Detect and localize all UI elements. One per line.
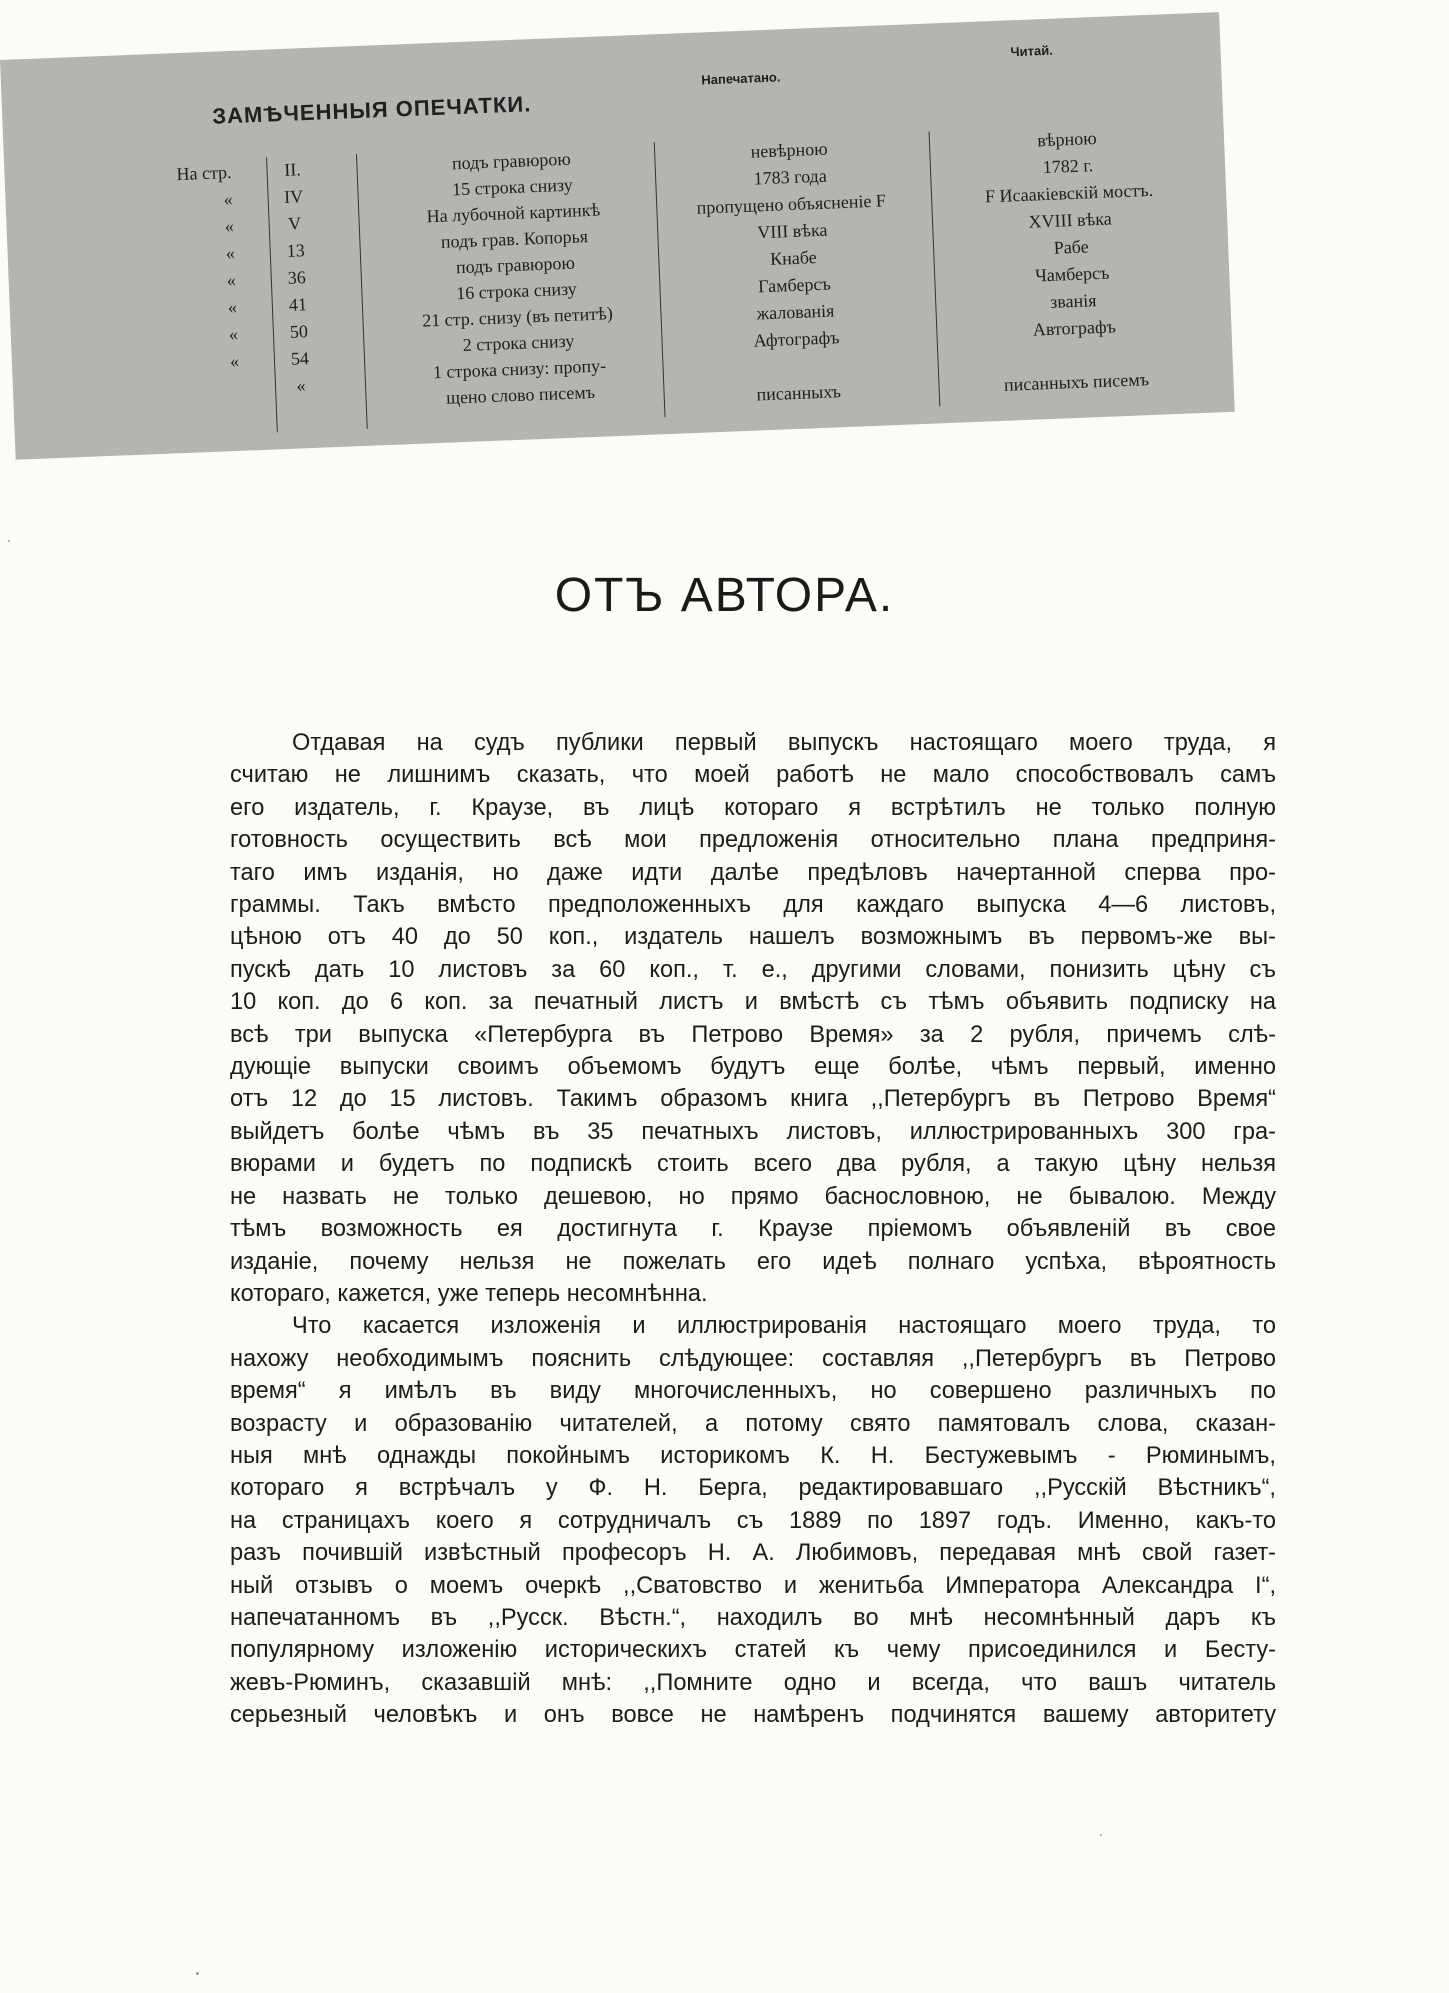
errata-cell: На стр. — [176, 162, 232, 185]
scan-speck — [1100, 1834, 1102, 1836]
errata-cell: подъ грав. Копорья — [440, 226, 589, 252]
errata-cell: 2 строка снизу — [462, 330, 575, 356]
errata-cell: На лубочной картинкѣ — [426, 199, 601, 227]
text-line: дующіе выпуски своимъ объемомъ будутъ еще болѣе, чѣмъ первый, именно — [230, 1054, 1276, 1081]
scan-speck — [196, 1972, 199, 1975]
body-text — [230, 727, 1276, 1732]
errata-divider — [929, 132, 941, 407]
page-title: ОТЪ АВТОРА. — [554, 569, 895, 622]
text-line: тѣмъ возможность ея достигнута г. Краузе пріемомъ объявленій въ свое — [230, 1216, 1276, 1243]
errata-cell: 50 — [289, 321, 309, 342]
errata-cell: невѣрною — [750, 138, 828, 162]
text-line: на страницахъ коего я сотрудничалъ съ 1889 по 1897 годъ. Именно, какъ-то — [230, 1507, 1276, 1534]
errata-header-read: Читай. — [1010, 42, 1054, 60]
errata-cell: писанныхъ писемъ — [1003, 369, 1150, 395]
errata-cell: 1782 г. — [1042, 155, 1094, 178]
text-line: возрасту и образованію читателей, а потому свято памятовалъ слова, сказан- — [230, 1410, 1276, 1437]
text-line: пускѣ дать 10 листовъ за 60 коп., т. е., другими словами, понизить цѣну съ — [230, 956, 1276, 983]
text-line: 10 коп. до 6 коп. за печатный листъ и вмѣстѣ съ тѣмъ объявить подписку на — [230, 989, 1276, 1016]
errata-cell: IV — [283, 186, 304, 207]
errata-cell: щено слово писемъ — [445, 381, 596, 408]
errata-divider — [654, 142, 666, 417]
text-line: разъ почившій извѣстный професоръ Н. А. Любимовъ, передавая мнѣ свой газет- — [230, 1540, 1276, 1567]
errata-cell: VIII вѣка — [756, 219, 828, 243]
errata-cell: Чамберсъ — [1034, 262, 1110, 286]
text-line: отъ 12 до 15 листовъ. Такимъ образомъ книга ,,Петербургъ въ Петрово Время“ — [230, 1086, 1276, 1113]
text-line: его издатель, г. Краузе, въ лицѣ котораго я встрѣтилъ не только полную — [230, 794, 1276, 821]
text-line: популярному изложенію историческихъ статей къ чему присоединился и Бесту- — [230, 1637, 1276, 1664]
errata-cell: Кнабе — [769, 247, 818, 269]
errata-cell: Автографъ — [1032, 316, 1117, 340]
text-line: таго имъ изданія, но даже идти далѣе предѣловъ начертанной сперва про- — [230, 859, 1276, 886]
text-line: граммы. Такъ вмѣсто предположенныхъ для каждаго выпуска 4—6 листовъ, — [230, 892, 1276, 919]
errata-cell: Рабе — [1053, 236, 1090, 258]
text-line: изданіе, почему нельзя не пожелать его идеѣ полнаго успѣха, вѣроятность — [230, 1248, 1276, 1275]
errata-cell: 16 строка снизу — [455, 278, 578, 304]
errata-cell: « — [226, 269, 237, 291]
errata-cell: « — [224, 215, 235, 237]
errata-cell: жалованія — [756, 300, 835, 324]
errata-cell: писанныхъ — [756, 381, 842, 405]
errata-cell: 41 — [288, 294, 308, 315]
text-line: цѣною отъ 40 до 50 коп., издатель нашелъ возможнымъ въ первомъ-же вы- — [230, 924, 1276, 951]
errata-cell: 13 — [286, 240, 306, 261]
errata-cell: « — [227, 296, 238, 318]
scan-speck — [8, 540, 10, 542]
errata-cell: « — [296, 375, 306, 396]
text-line: серьезный человѣкъ и онъ вовсе не намѣренъ подчинятся вашему авторитету — [230, 1702, 1276, 1729]
text-line: Что касается изложенія и иллюстрированія настоящаго моего труда, то — [292, 1313, 1276, 1340]
errata-cell: V — [287, 213, 302, 234]
errata-cell: « — [228, 323, 239, 345]
errata-cell: 1783 года — [753, 165, 828, 189]
errata-cell: подъ гравюрою — [455, 252, 576, 278]
errata-read-column — [942, 121, 1202, 401]
errata-cell: вѣрною — [1036, 128, 1097, 151]
errata-cell: пропущено объясненіе F — [696, 190, 887, 218]
errata-cell: « — [229, 350, 240, 372]
errata-cell: « — [223, 188, 234, 210]
text-line: всѣ три выпуска «Петербурга въ Петрово Время» за 2 рубля, причемъ слѣ- — [230, 1021, 1276, 1048]
text-line: считаю не лишнимъ сказать, что моей работѣ не мало способствовалъ самъ — [230, 762, 1276, 789]
text-line: нахожу необходимымъ пояснить слѣдующее: составляя ,,Петербургъ въ Петрово — [230, 1345, 1276, 1372]
errata-printed-column — [664, 132, 924, 412]
text-line: жевъ-Рюминъ, сказавшій мнѣ: ,,Помните одно и всегда, что вашъ читатель — [230, 1669, 1276, 1696]
errata-cell: званія — [1049, 290, 1097, 312]
errata-divider — [356, 154, 368, 429]
errata-title: ЗАМѢЧЕННЫЯ ОПЕЧАТКИ. — [211, 91, 532, 129]
text-line: ныя мнѣ однажды покойнымъ историкомъ К. Н. Бестужевымъ - Рюминымъ, — [230, 1442, 1276, 1469]
errata-cell: 36 — [287, 267, 307, 288]
text-line: время“ я имѣлъ въ виду многочисленныхъ, но совершено различныхъ по — [230, 1378, 1276, 1405]
errata-cell: 1 строка снизу: пропу- — [432, 355, 607, 383]
text-line: выйдетъ болѣе чѣмъ въ 35 печатныхъ листовъ, иллюстрированныхъ 300 гра- — [230, 1118, 1276, 1145]
errata-cell: Афтографъ — [753, 327, 840, 351]
errata-cell: подъ гравюрою — [451, 148, 572, 174]
errata-cell: XVIII вѣка — [1028, 208, 1113, 232]
text-line: котораго я встрѣчалъ у Ф. Н. Берга, редактировавшаго ,,Русскій Вѣстникъ“, — [230, 1475, 1276, 1502]
text-line: котораго, кажется, уже теперь несомнѣнна. — [230, 1280, 708, 1307]
errata-cell: Гамберсъ — [757, 273, 832, 297]
errata-cell: « — [225, 242, 236, 264]
errata-cell: 15 строка снизу — [451, 174, 573, 200]
errata-cell: F Исаакіевскій мостъ. — [984, 179, 1154, 207]
errata-slip — [0, 12, 1235, 460]
text-line: не назвать не только дешевою, но прямо баснословною, не бывалою. Между — [230, 1183, 1276, 1210]
errata-cell: 21 стр. снизу (въ петитѣ) — [421, 303, 614, 331]
text-line: ный отзывъ о моемъ очеркѣ ,,Сватовство и женитьба Императора Александра I“, — [230, 1572, 1276, 1599]
errata-page-column — [144, 159, 247, 379]
errata-number-column — [262, 155, 331, 400]
errata-cell: 54 — [290, 348, 310, 369]
text-line: напечатанномъ въ ,,Русск. Вѣстн.“, находилъ во мнѣ несомнѣнный даръ къ — [230, 1604, 1276, 1631]
errata-header-printed: Напечатано. — [701, 69, 781, 88]
text-line: Отдавая на судъ публики первый выпускъ настоящаго моего труда, я — [292, 730, 1276, 756]
errata-location-column — [376, 143, 656, 413]
text-line: готовность осуществить всѣ мои предложенія относительно плана предприня- — [230, 827, 1276, 854]
text-line: вюрами и будетъ по подпискѣ стоить всего два рубля, а такую цѣну нельзя — [230, 1151, 1276, 1178]
errata-cell: II. — [283, 159, 302, 180]
